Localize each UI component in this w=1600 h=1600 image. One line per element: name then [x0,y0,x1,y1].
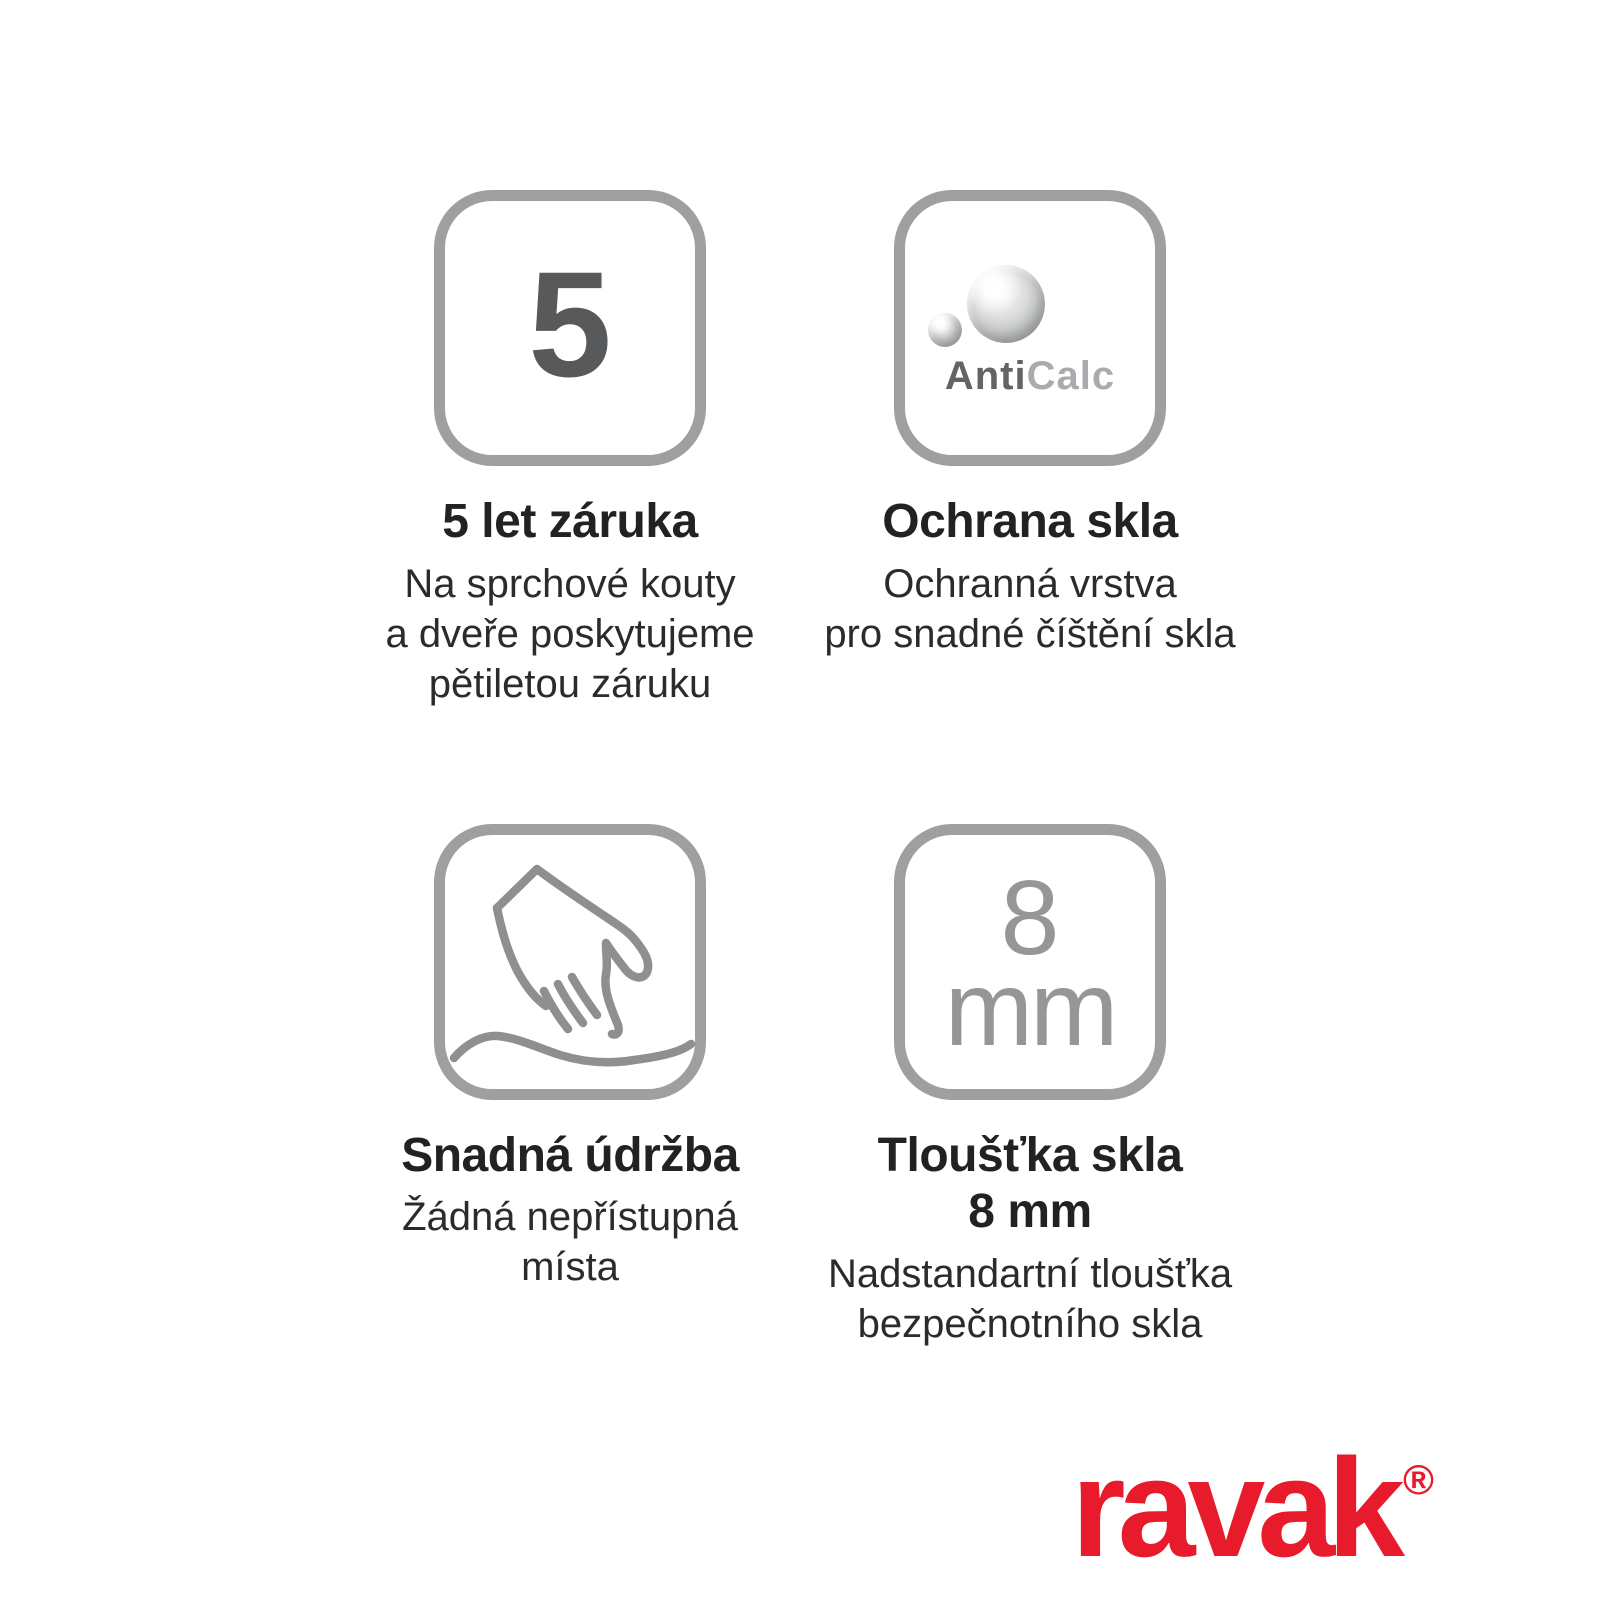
subtitle-line: pětiletou záruku [428,661,712,706]
feature-glass-thickness [800,824,1260,1349]
feature-easy-maintenance-subtitle [402,1192,738,1292]
feature-glass-protection-subtitle [824,559,1235,659]
easy-maintenance-badge [434,824,706,1100]
feature-easy-maintenance [340,824,800,1349]
anticalc-word-calc: Calc [1026,354,1116,398]
anticalc-badge [894,190,1166,466]
mm-badge-unit: mm [944,949,1116,1068]
title-line: Tloušťka skla [877,1128,1183,1182]
feature-glass-protection-title: Ochrana skla [882,495,1178,548]
subtitle-line: Žádná nepřístupná [402,1195,738,1240]
ravak-logo [1071,1429,1434,1586]
8-mm-icon [944,858,1116,1068]
feature-warranty [340,190,800,709]
water-drop-small-icon [928,313,962,347]
water-drop-large-icon [967,265,1045,343]
hand-wipe-icon [434,824,706,1100]
subtitle-line: místa [521,1245,619,1290]
subtitle-line: bezpečnotního skla [857,1301,1203,1346]
glass-thickness-badge [894,824,1166,1100]
anticalc-word-anti: Anti [944,354,1027,398]
subtitle-line: Na sprchové kouty [404,561,736,606]
title-line: 8 mm [968,1185,1092,1239]
feature-warranty-subtitle [385,559,754,709]
subtitle-line: pro snadné číštění skla [824,611,1236,656]
feature-glass-thickness-subtitle [828,1249,1232,1349]
anticalc-wordmark [905,356,1155,396]
number-5-icon: 5 [528,240,612,408]
feature-warranty-title: 5 let záruka [442,495,698,548]
feature-glass-thickness-title [878,1128,1183,1241]
warranty-badge [434,190,706,466]
features-grid [340,190,1260,1349]
feature-easy-maintenance-title: Snadná údržba [401,1128,739,1182]
subtitle-line: Nadstandartní tloušťka [827,1251,1233,1296]
subtitle-line: Ochranná vrstva [883,561,1177,606]
registered-trademark-icon: ® [1403,1456,1434,1503]
subtitle-line: a dveře poskytujeme [385,611,755,656]
mm-badge-number: 8 [1000,858,1060,977]
ravak-logo-text: ravak [1071,1429,1398,1586]
feature-glass-protection [800,190,1260,709]
